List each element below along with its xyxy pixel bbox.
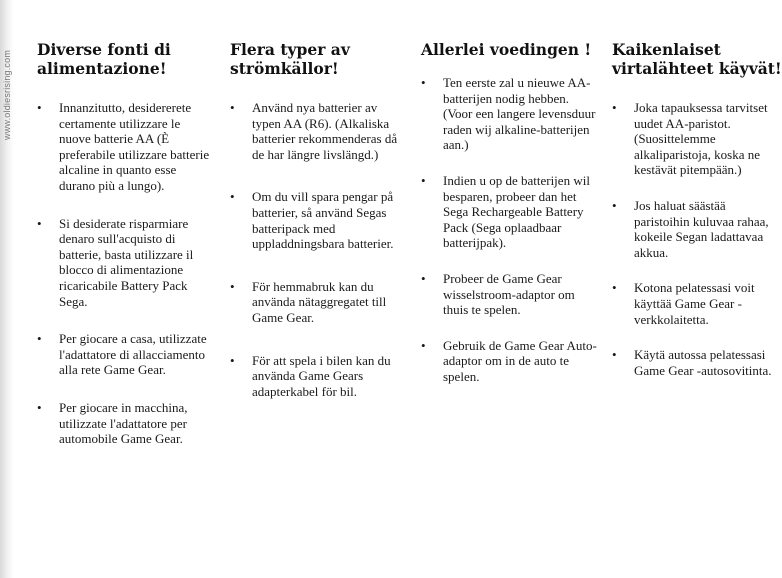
bullet-icon: • bbox=[230, 189, 235, 205]
bullet-icon: • bbox=[612, 100, 617, 115]
list-item-text: Per giocare a casa, utilizzate l'adattatore di allacciamento alla rete Game Gear. bbox=[59, 331, 207, 378]
list-item bbox=[230, 100, 398, 162]
column-title: Diverse fonti di alimentazione! bbox=[37, 40, 171, 78]
list-item-text: Joka tapauksessa tarvitset uudet AA-paristot. (Suosittelemme alkaliparistoja, koska ne kestävät pitempään.) bbox=[634, 100, 768, 178]
bullet-icon: • bbox=[37, 215, 42, 231]
list-item-text: Indien u op de batterijen wil besparen, probeer dan het Sega Rechargeable Battery Pack (Sega oplaadbaar batterijpak). bbox=[443, 172, 590, 251]
list-item bbox=[230, 279, 398, 326]
list-item-text: Gebruik de Game Gear Auto-adaptor om in de auto te spelen. bbox=[443, 337, 597, 384]
column-swedish bbox=[230, 40, 398, 426]
list-item-text: För hemmabruk kan du använda nätaggregatet till Game Gear. bbox=[252, 278, 387, 325]
list-item bbox=[421, 271, 597, 318]
list-item-text: Om du vill spara pengar på batterier, så använd Segas batteripack med uppladdningsbara batterier. bbox=[252, 189, 394, 252]
list-item-text: Innanzitutto, desidererete certamente utilizzare le nuove batterie AA (È preferabile utilizzare batterie alcaline in quanto esse durano più a lungo). bbox=[59, 100, 210, 193]
bullet-icon: • bbox=[421, 172, 426, 188]
list-item bbox=[37, 216, 215, 310]
bullet-icon: • bbox=[230, 100, 235, 115]
list-item bbox=[37, 400, 215, 447]
bullet-icon: • bbox=[421, 270, 426, 286]
list-item-text: Probeer de Game Gear wisselstroom-adaptor om thuis te spelen. bbox=[443, 270, 575, 318]
list-item bbox=[612, 100, 782, 178]
list-item bbox=[37, 100, 215, 194]
bullet-icon: • bbox=[230, 278, 235, 294]
list-item-text: För att spela i bilen kan du använda Game Gears adapterkabel för bil. bbox=[252, 352, 391, 399]
list-item-text: Kotona pelatessasi voit käyttää Game Gear -verkkolaitetta. bbox=[634, 280, 755, 327]
bullet-icon: • bbox=[230, 352, 235, 368]
list-item bbox=[612, 280, 782, 327]
bullet-list bbox=[37, 100, 215, 447]
bullet-icon: • bbox=[421, 75, 426, 90]
list-item-text: Ten eerste zal u nieuwe AA-batterijen nodig hebben. (Voor een langere levensduur raden wij alkaline-batterijen aan.) bbox=[443, 75, 596, 153]
list-item bbox=[421, 173, 597, 251]
list-item-text: Si desiderate risparmiare denaro sull'acquisto di batterie, basta utilizzare il blocco di alimentazione ricaricabile Battery Pack Sega. bbox=[59, 215, 194, 309]
bullet-icon: • bbox=[612, 347, 617, 363]
list-item bbox=[612, 198, 782, 260]
column-title: Allerlei voedingen ! bbox=[421, 40, 592, 59]
bullet-icon: • bbox=[612, 280, 617, 296]
column-title: Kaikenlaiset virtalähteet käyvät! bbox=[612, 40, 782, 78]
list-item-text: Per giocare in macchina, utilizzate l'adattatore per automobile Game Gear. bbox=[59, 399, 188, 447]
column-title: Flera typer av strömkällor! bbox=[230, 40, 350, 78]
column-dutch bbox=[421, 40, 597, 405]
list-item bbox=[421, 75, 597, 153]
list-item bbox=[230, 353, 398, 400]
list-item bbox=[37, 331, 215, 378]
list-item bbox=[612, 347, 782, 378]
list-item-text: Käytä autossa pelatessasi Game Gear -autosovitinta. bbox=[634, 347, 772, 378]
watermark: www.oldiesrising.com bbox=[2, 49, 12, 140]
bullet-icon: • bbox=[421, 337, 426, 353]
list-item bbox=[230, 189, 398, 251]
bullet-icon: • bbox=[612, 197, 617, 213]
bullet-list bbox=[612, 100, 782, 378]
bullet-icon: • bbox=[37, 100, 42, 115]
list-item bbox=[421, 338, 597, 385]
bullet-list bbox=[421, 75, 597, 385]
column-italian bbox=[37, 40, 215, 469]
list-item-text: Jos haluat säästää paristoihin kuluvaa rahaa, kokeile Segan ladattavaa akkua. bbox=[634, 197, 769, 260]
bullet-list bbox=[230, 100, 398, 399]
list-item-text: Använd nya batterier av typen AA (R6). (Alkaliska batterier rekommenderas då de har längre livslängd.) bbox=[252, 100, 398, 162]
bullet-icon: • bbox=[37, 331, 42, 347]
column-finnish bbox=[612, 40, 782, 398]
bullet-icon: • bbox=[37, 399, 42, 415]
